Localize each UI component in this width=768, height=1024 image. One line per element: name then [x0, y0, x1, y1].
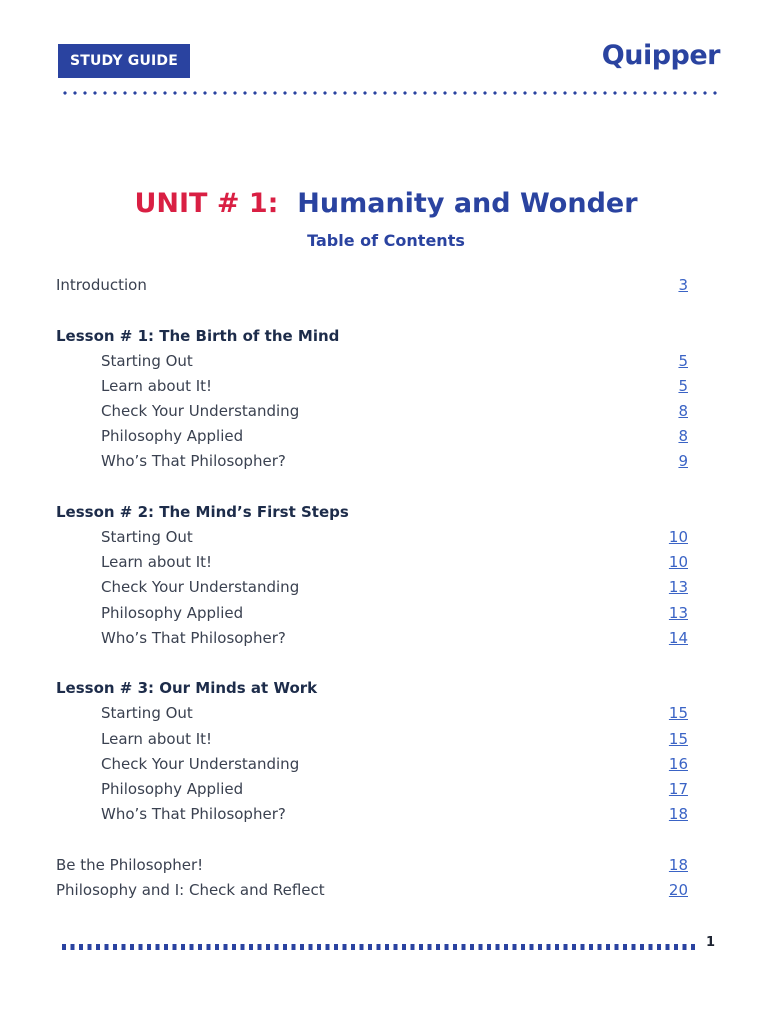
toc-entry-label: Starting Out	[101, 528, 193, 546]
toc-entry-check-and-reflect	[56, 880, 688, 900]
toc-page-link[interactable]: 10	[668, 553, 688, 571]
toc-entry-label: Check Your Understanding	[101, 755, 300, 773]
toc-entry	[101, 426, 688, 446]
toc-entry-label: Philosophy and I: Check and Reflect	[56, 881, 325, 899]
toc-entry-label: Check Your Understanding	[101, 402, 300, 420]
toc-entry-label: Who’s That Philosopher?	[101, 805, 286, 823]
toc-page-link[interactable]: 15	[668, 704, 688, 722]
toc-entry	[101, 376, 688, 396]
table-of-contents-heading: Table of Contents	[307, 231, 465, 250]
toc-entry-label: Learn about It!	[101, 730, 213, 748]
toc-entry	[101, 779, 688, 799]
toc-entry	[101, 729, 688, 749]
toc-entry-label: Who’s That Philosopher?	[101, 629, 286, 647]
toc-entry	[101, 703, 688, 723]
toc-entry-label: Introduction	[56, 276, 147, 294]
toc-entry-introduction	[56, 275, 688, 295]
toc-entry	[101, 577, 688, 597]
toc-page-link[interactable]: 5	[678, 352, 688, 370]
toc-entry	[101, 351, 688, 371]
quipper-logo: Quipper	[601, 40, 720, 71]
study-guide-badge: STUDY GUIDE	[58, 44, 190, 78]
toc-entry-label: Learn about It!	[101, 553, 213, 571]
toc-entry-label: Philosophy Applied	[101, 780, 244, 798]
toc-entry	[101, 628, 688, 648]
bottom-dotted-divider	[62, 944, 696, 950]
toc-page-link[interactable]: 5	[678, 377, 688, 395]
page-number: 1	[706, 935, 716, 950]
toc-entry-label: Be the Philosopher!	[56, 856, 204, 874]
toc-entry-label: Philosophy Applied	[101, 427, 244, 445]
toc-page-link[interactable]: 13	[668, 578, 688, 596]
toc-entry-be-the-philosopher	[56, 855, 688, 875]
lesson-1-heading: Lesson # 1: The Birth of the Mind	[56, 327, 340, 345]
lesson-3-heading: Lesson # 3: Our Minds at Work	[56, 679, 318, 697]
toc-entry-label: Starting Out	[101, 704, 193, 722]
lesson-2-heading: Lesson # 2: The Mind’s First Steps	[56, 503, 349, 521]
toc-page-link[interactable]: 8	[678, 427, 688, 445]
unit-name: Humanity and Wonder	[297, 188, 638, 219]
unit-title	[0, 188, 768, 219]
toc-entry	[101, 603, 688, 623]
toc-entry-label: Starting Out	[101, 352, 193, 370]
toc-entry-label: Check Your Understanding	[101, 578, 300, 596]
toc-entry	[101, 451, 688, 471]
toc-page-link[interactable]: 10	[668, 528, 688, 546]
toc-page-link[interactable]: 18	[668, 805, 688, 823]
toc-page-link[interactable]: 20	[668, 881, 688, 899]
toc-page-link[interactable]: 9	[678, 452, 688, 470]
toc-page-link[interactable]: 18	[668, 856, 688, 874]
toc-page-link[interactable]: 17	[668, 780, 688, 798]
top-dotted-divider	[60, 91, 720, 95]
unit-number: UNIT # 1:	[134, 188, 279, 219]
toc-entry-label: Who’s That Philosopher?	[101, 452, 286, 470]
toc-entry	[101, 804, 688, 824]
toc-page-link[interactable]: 8	[678, 402, 688, 420]
toc-page-link[interactable]: 13	[668, 604, 688, 622]
toc-entry	[101, 754, 688, 774]
toc-entry-label: Learn about It!	[101, 377, 213, 395]
toc-page-link[interactable]: 14	[668, 629, 688, 647]
toc-entry	[101, 552, 688, 572]
toc-page-link[interactable]: 3	[678, 276, 688, 294]
toc-entry-label: Philosophy Applied	[101, 604, 244, 622]
toc-page-link[interactable]: 16	[668, 755, 688, 773]
toc-entry	[101, 527, 688, 547]
toc-page-link[interactable]: 15	[668, 730, 688, 748]
toc-entry	[101, 401, 688, 421]
